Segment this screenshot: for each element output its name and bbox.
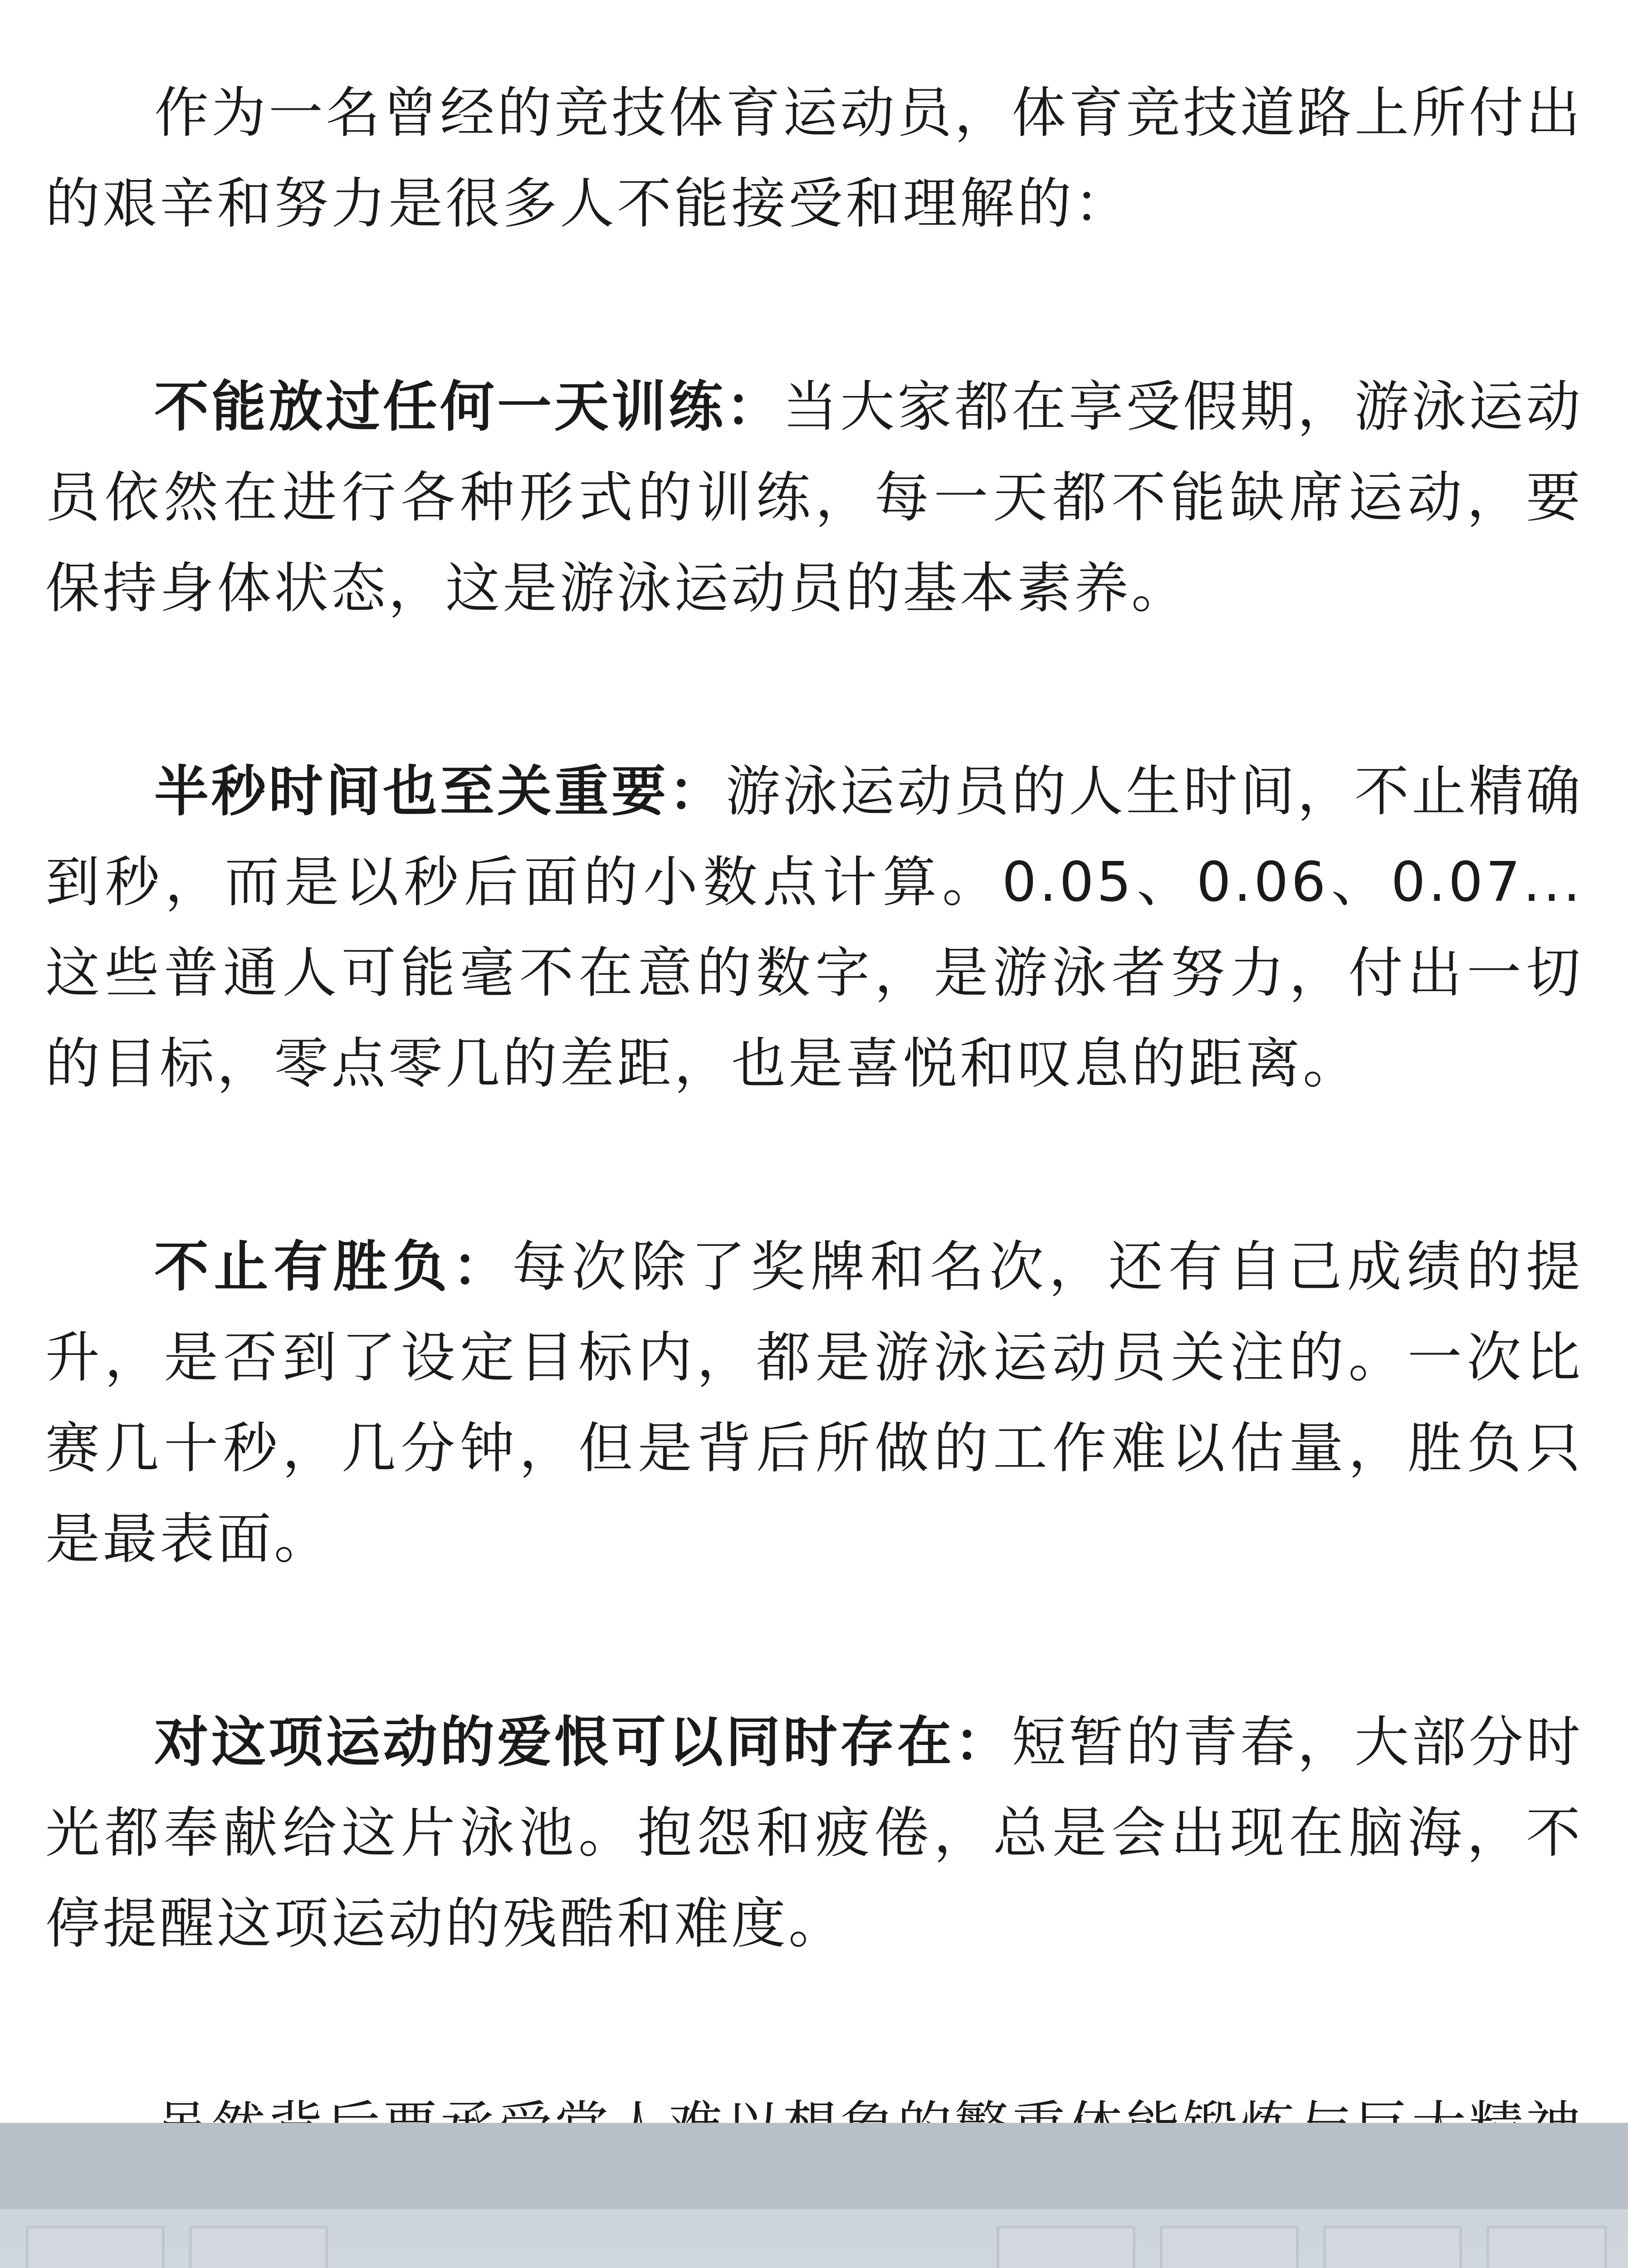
half-second-paragraph: [45, 747, 1583, 1110]
paragraph-lead: 半秒时间也至关重要：: [154, 760, 726, 823]
paragraph-lead: 不能放过任何一天训练：: [154, 376, 783, 439]
swimming-race-photo: [0, 2123, 1628, 2268]
paragraph-lead: 对这项运动的爱恨可以同时存在：: [154, 1711, 1012, 1774]
intro-paragraph: [45, 68, 1583, 249]
not-just-winning-paragraph: [45, 1222, 1583, 1585]
ceiling-strip: [0, 2123, 1628, 2209]
article-body: [45, 68, 1583, 2268]
training-paragraph: [45, 362, 1583, 634]
pool-scene-illustration: [0, 2123, 1628, 2268]
paragraph-text: 每次除了奖牌和名次，还有自己成绩的提升，是否到了设定目标内，都是游泳运动员关注的。一次比赛几十秒，几分钟，但是背后所做的工作难以估量，胜负只是最表面。: [45, 1236, 1584, 1571]
love-hate-paragraph: [45, 1697, 1583, 1970]
paragraph-text: 作为一名曾经的竞技体育运动员，体育竞技道路上所付出的艰辛和努力是很多人不能接受和理解的：: [45, 82, 1583, 235]
paragraph-text: 短暂的青春，大部分时光都奉献给这片泳池。抱怨和疲倦，总是会出现在脑海，不停提醒这项运动的残酷和难度。: [45, 1711, 1583, 1955]
paragraph-text: 游泳运动员的人生时间，不止精确到秒，而是以秒后面的小数点计算。0.05、0.06、0.07...这些普通人可能毫不在意的数字，是游泳者努力，付出一切的目标，零点零几的差距，也是喜悦和叹息的距离。: [45, 760, 1583, 1095]
paragraph-text: 当大家都在享受假期，游泳运动员依然在进行各种形式的训练，每一天都不能缺席运动，要保持身体状态，这是游泳运动员的基本素养。: [45, 376, 1583, 620]
paragraph-lead: 不止有胜负：: [154, 1236, 512, 1299]
